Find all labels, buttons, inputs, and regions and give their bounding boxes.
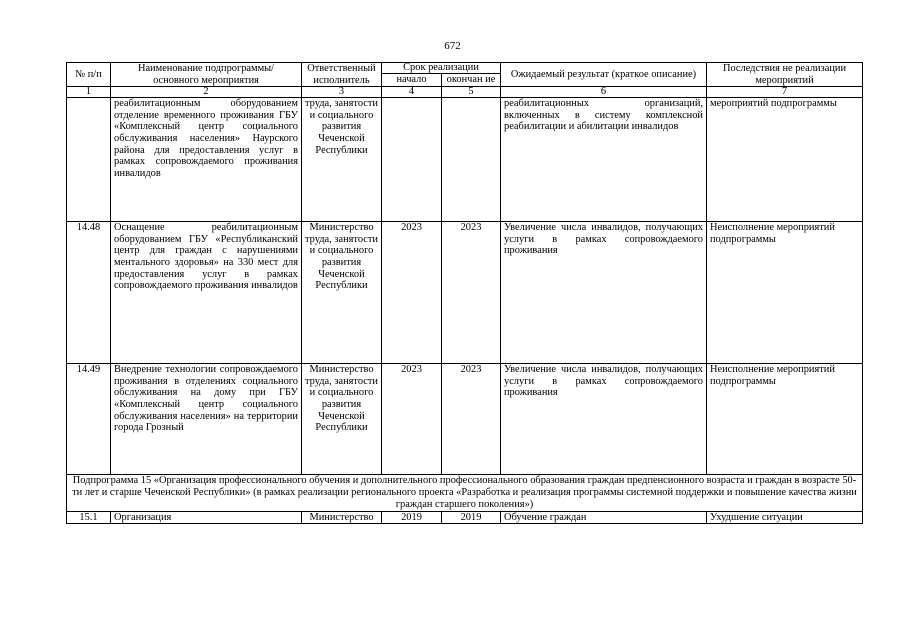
row-executor: Министерство труда, занятости и социального развития Чеченской Республики xyxy=(302,222,382,364)
table-row xyxy=(67,511,863,524)
subprogram-title: Подпрограмма 15 «Организация профессионального обучения и дополнительного профессионального образования граждан предпенсионного возраста и граждан в возрасте 50-ти лет и старше Чеченской Республики» (в рамках реализации регионального проекта «Разработка и реализация программы системной поддержки и повышение качества жизни граждан старшего поколения») xyxy=(67,475,863,511)
row-executor: Министерство xyxy=(302,511,382,524)
page-number: 672 xyxy=(444,40,461,52)
column-number: 5 xyxy=(442,87,501,98)
row-result: Увеличение числа инвалидов, получающих услуги в рамках сопровождаемого проживания xyxy=(501,364,707,475)
row-end: 2023 xyxy=(442,364,501,475)
header-end: окончан ие xyxy=(442,74,501,87)
header-executor: Ответственный исполнитель xyxy=(302,63,382,87)
row-consequence: Неисполнение мероприятий подпрограммы xyxy=(707,364,863,475)
column-number: 7 xyxy=(707,87,863,98)
column-numbers-row xyxy=(67,87,863,98)
column-number: 1 xyxy=(67,87,111,98)
row-name: Внедрение технологии сопровождаемого проживания в отделениях социального обслуживания на дому при ГБУ «Комплексный центр социального обслуживания населения» на территории города Грозный xyxy=(111,364,302,475)
table-row xyxy=(67,364,863,475)
row-start: 2019 xyxy=(382,511,442,524)
row-consequence: Неисполнение мероприятий подпрограммы xyxy=(707,222,863,364)
row-start: 2023 xyxy=(382,222,442,364)
header-name: Наименование подпрограммы/ основного мероприятия xyxy=(111,63,302,87)
column-number: 3 xyxy=(302,87,382,98)
row-executor: Министерство труда, занятости и социального развития Чеченской Республики xyxy=(302,364,382,475)
row-num xyxy=(67,98,111,222)
row-consequence: Ухудшение ситуации xyxy=(707,511,863,524)
row-name: Оснащение реабилитационным оборудованием ГБУ «Республиканский центр для граждан с нарушениями ментального здоровья» на 330 мест для предоставления услуг в рамках сопровождаемого проживания инвалидов xyxy=(111,222,302,364)
row-start xyxy=(382,98,442,222)
row-num: 14.49 xyxy=(67,364,111,475)
row-num: 14.48 xyxy=(67,222,111,364)
row-start: 2023 xyxy=(382,364,442,475)
header-consequence: Последствия не реализации мероприятий xyxy=(707,63,863,87)
column-number: 2 xyxy=(111,87,302,98)
row-name: Организация xyxy=(111,511,302,524)
measures-table xyxy=(66,62,863,524)
column-number: 6 xyxy=(501,87,707,98)
row-result: Увеличение числа инвалидов, получающих услуги в рамках сопровождаемого проживания xyxy=(501,222,707,364)
row-name: реабилитационным оборудованием отделение временного проживания ГБУ «Комплексный центр социального обслуживания населения» Наурского района для предоставления услуг в рамках сопровождаемого проживания инвалидов xyxy=(111,98,302,222)
subprogram-row xyxy=(67,475,863,511)
row-executor: труда, занятости и социального развития Чеченской Республики xyxy=(302,98,382,222)
row-num: 15.1 xyxy=(67,511,111,524)
row-end: 2023 xyxy=(442,222,501,364)
header-period: Срок реализации xyxy=(382,63,501,74)
row-result: реабилитационных организаций, включенных в систему комплексной реабилитации и абилитации инвалидов xyxy=(501,98,707,222)
row-end xyxy=(442,98,501,222)
header-start: начало xyxy=(382,74,442,87)
row-end: 2019 xyxy=(442,511,501,524)
header-result: Ожидаемый результат (краткое описание) xyxy=(501,63,707,87)
header-num: № п/п xyxy=(67,63,111,87)
row-result: Обучение граждан xyxy=(501,511,707,524)
column-number: 4 xyxy=(382,87,442,98)
table-row xyxy=(67,222,863,364)
row-consequence: мероприятий подпрограммы xyxy=(707,98,863,222)
table-row xyxy=(67,98,863,222)
